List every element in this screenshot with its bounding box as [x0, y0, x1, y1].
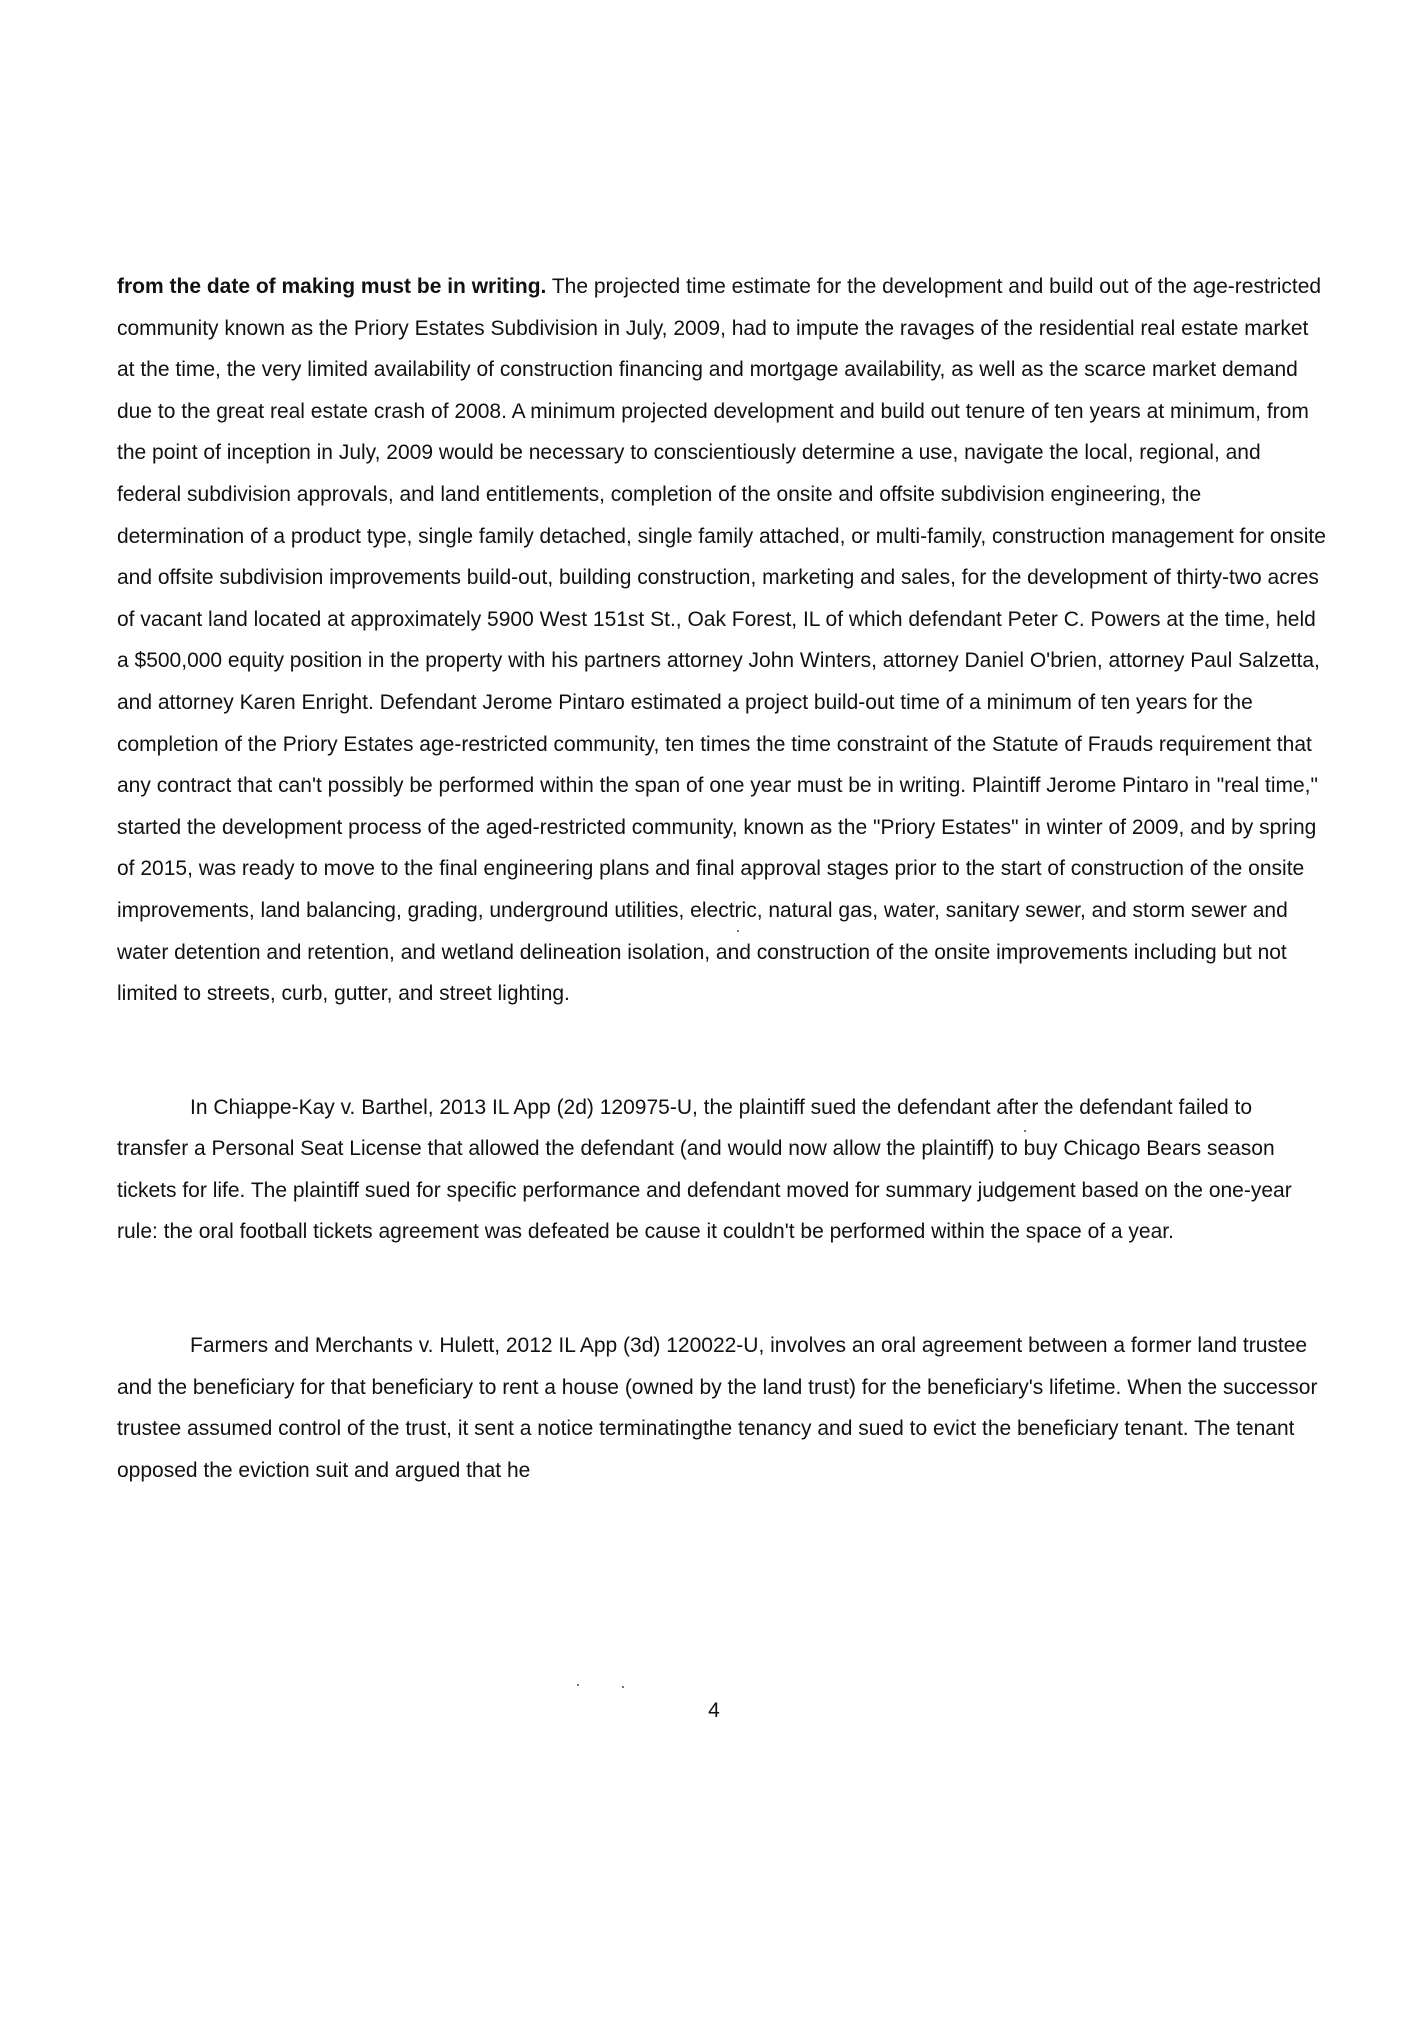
body-text	[117, 266, 1329, 1491]
paragraph-1-bold-lead: from the date of making must be in writing.	[117, 275, 547, 298]
paragraph-1	[117, 266, 1329, 1015]
scan-speck	[737, 930, 739, 932]
scan-speck	[577, 1684, 579, 1686]
paragraph-1-text: The projected time estimate for the development and build out of the age-restricted community known as the Priory Estates Subdivision in July, 2009, had to impute the ravages of the residential real estate market at the time, the very limited availability of construction financing and mortgage availability, as well as the scarce market demand due to the great real estate crash of 2008. A minimum projected development and build out tenure of ten years at minimum, from the point of inception in July, 2009 would be necessary to conscientiously determine a use, navigate the local, regional, and federal subdivision approvals, and land entitlements, completion of the onsite and offsite subdivision engineering, the determination of a product type, single family detached, single family attached, or multi-family, construction management for onsite and offsite subdivision improvements build-out, building construction, marketing and sales, for the development of thirty-two acres of vacant land located at approximately 5900 West 151st St., Oak Forest, IL of which defendant Peter C. Powers at the time, held a $500,000 equity position in the property with his partners attorney John Winters, attorney Daniel O'brien, attorney Paul Salzetta, and attorney Karen Enright. Defendant Jerome Pintaro estimated a project build-out time of a minimum of ten years for the completion of the Priory Estates age-restricted community, ten times the time constraint of the Statute of Frauds requirement that any contract that can't possibly be performed within the span of one year must be in writing. Plaintiff Jerome Pintaro in "real time," started the development process of the aged-restricted community, known as the "Priory Estates" in winter of 2009, and by spring of 2015, was ready to move to the final engineering plans and final approval stages prior to the start of construction of the onsite improvements, land balancing, grading, underground utilities, electric, natural gas, water, sanitary sewer, and storm sewer and water detention and retention, and wetland delineation isolation, and construction of the onsite improvements including but not limited to streets, curb, gutter, and street lighting.	[117, 275, 1326, 1006]
paragraph-2: In Chiappe-Kay v. Barthel, 2013 IL App (2d) 120975-U, the plaintiff sued the defendant after the defendant failed to transfer a Personal Seat License that allowed the defendant (and would now allow the plaintiff) to buy Chicago Bears season tickets for life. The plaintiff sued for specific performance and defendant moved for summary judgement based on the one-year rule: the oral football tickets agreement was defeated be cause it couldn't be performed within the space of a year.	[117, 1095, 1292, 1244]
scan-speck	[622, 1686, 624, 1688]
scan-speck	[1024, 1130, 1026, 1132]
paragraph-3: Farmers and Merchants v. Hulett, 2012 IL App (3d) 120022-U, involves an oral agreement between a former land trustee and the beneficiary for that beneficiary to rent a house (owned by the land trust) for the beneficiary's lifetime. When the successor trustee assumed control of the trust, it sent a notice terminatingthe tenancy and sued to evict the beneficiary tenant. The tenant opposed the eviction suit and argued that he	[117, 1334, 1318, 1482]
page-number: 4	[708, 1699, 720, 1722]
